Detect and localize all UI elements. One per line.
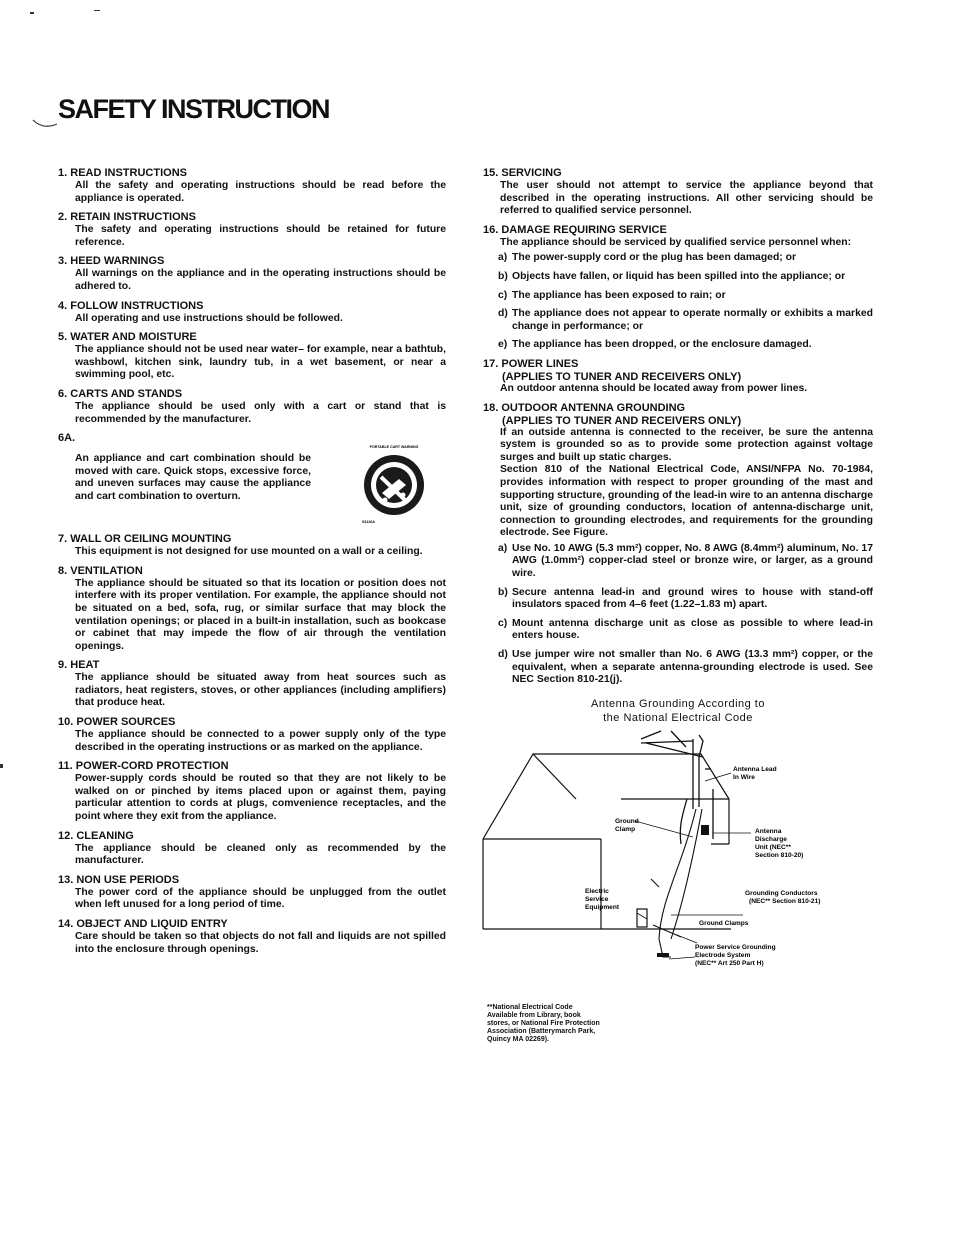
ground-wires: [651, 809, 702, 957]
section-title: READ INSTRUCTIONS: [70, 167, 187, 179]
figure-code: S3126A: [362, 520, 375, 525]
section-body: Section 810 of the National Electrical Code, ANSI/NFPA No. 70-1984, provides information with respect to proper grounding of the mast and supporting structure, grounding of the lead-in wire to an antenna discharge unit, size of grounding conductors, location of antenna-discharge unit, connection to grounding electrodes, and requirements for the grounding electrode. See Figure.: [500, 464, 873, 539]
section-heading: [58, 760, 446, 773]
scan-speck: [0, 764, 3, 768]
instruction-section: [58, 918, 446, 956]
right-column: [483, 167, 873, 989]
section-title: FOLLOW INSTRUCTIONS: [70, 299, 204, 312]
section-title: HEED WARNINGS: [70, 255, 165, 268]
list-item: c) Mount antenna discharge unit as close as possible to where lead-in enters house.: [498, 617, 873, 642]
section-17: [483, 358, 873, 396]
label-discharge-unit: Unit (NEC**: [755, 843, 791, 851]
label-discharge-unit: Section 810-20): [755, 851, 804, 859]
label-power-service: Electrode System: [695, 951, 751, 959]
label-ground-clamp: Clamp: [615, 825, 636, 833]
section-heading: [58, 388, 446, 401]
instruction-section: [58, 874, 446, 912]
instruction-section: [58, 300, 446, 326]
label-electric-service: Electric: [585, 887, 609, 895]
section-number: 9.: [58, 659, 68, 672]
section-number: 3.: [58, 255, 68, 268]
section-number: 11.: [58, 760, 73, 773]
list-item: d) Use jumper wire not smaller than No. 6 AWG (13.3 mm²) copper, or the equivalent, when a separate antenna-grounding electrode is used. See NEC Section 810-21(j).: [498, 649, 873, 686]
section-body: The appliance should be situated away from heat sources such as radiators, heat registers, stoves, or other appliances (including amplifiers) that produce heat.: [75, 672, 446, 709]
section-body: The appliance should be situated so that its location or position does not interfere with its proper ventilation. For example, the appliance should not be situated on a bed, sofa, rug, or similar surface that may block the ventilation openings; or placed in a built-in installation, such as bookcase or cabinet that may impede the flow of air through the ventilation openings.: [75, 577, 446, 652]
instruction-section: [58, 255, 446, 293]
label-grounding-conductors: Grounding Conductors: [745, 889, 818, 897]
section-title: CLEANING: [76, 829, 134, 842]
section-number: 1.: [58, 167, 68, 179]
section-number: 8.: [58, 564, 68, 577]
section-heading: [483, 402, 873, 415]
section-16: [483, 224, 873, 352]
label-electric-service: Service: [585, 895, 609, 903]
label-discharge-unit: Discharge: [755, 835, 787, 843]
section-title: WALL OR CEILING MOUNTING: [70, 533, 232, 546]
scan-speck: [94, 10, 100, 11]
section-title: HEAT: [70, 659, 100, 672]
instruction-section: [58, 211, 446, 249]
list-item: a) The power-supply cord or the plug has been damaged; or: [498, 252, 797, 264]
section-body: The safety and operating instructions should be retained for future reference.: [75, 224, 446, 248]
section-heading: [483, 224, 873, 237]
scan-speck: [30, 12, 34, 14]
section-title: DAMAGE REQUIRING SERVICE: [501, 223, 667, 236]
section-heading: [58, 918, 446, 931]
label-discharge-unit: Antenna: [755, 827, 782, 835]
label-electric-service: Equipment: [585, 903, 620, 911]
list-item: b) Secure antenna lead-in and ground wires to house with stand-off insulators spaced from 4–6 feet (1.22–1.83 m) apart.: [498, 586, 873, 611]
section-body: The appliance should not be used near water– for example, near a bathtub, washbowl, kitchen sink, laundry tub, in a wet basement, or near a swimming pool, etc.: [75, 344, 446, 381]
instruction-section: [58, 659, 446, 710]
label-power-service: (NEC** Art 250 Part H): [695, 959, 764, 967]
section-heading: [58, 830, 446, 843]
section-heading: [58, 300, 446, 313]
section-body: An appliance and cart combination should be moved with care. Quick stops, excessive force, and uneven surfaces may cause the appliance and cart combination to overturn.: [75, 453, 311, 502]
diagram-caption: Antenna Grounding According to the National Electrical Code: [590, 697, 765, 724]
section-heading: 6A.: [58, 432, 76, 445]
section-6a-content: [58, 445, 446, 527]
section-heading: [58, 331, 446, 344]
section-title: CARTS AND STANDS: [70, 387, 183, 400]
section-heading: [58, 533, 446, 546]
section-title: RETAIN INSTRUCTIONS: [70, 211, 196, 224]
section-title: POWER SOURCES: [76, 716, 176, 729]
section-number: 16.: [483, 223, 499, 236]
section-number: 15.: [483, 167, 499, 179]
section-number: 6.: [58, 387, 68, 400]
portable-cart-warning-figure: [354, 441, 434, 525]
instruction-section: [58, 533, 446, 559]
discharge-unit: [701, 825, 709, 835]
section-number: 4.: [58, 299, 68, 312]
label-antenna-lead: In Wire: [733, 773, 755, 781]
section-body: All the safety and operating instructions should be read before the appliance is operated.: [75, 180, 446, 204]
section-number: 17.: [483, 357, 499, 370]
section-heading: [58, 167, 446, 180]
section-body: The appliance should be used only with a cart or stand that is recommended by the manufacturer.: [75, 400, 446, 425]
section-number: 18.: [483, 401, 499, 414]
page-title: SAFETY INSTRUCTION: [58, 94, 330, 124]
instruction-section: [58, 830, 446, 868]
section-heading: [483, 358, 873, 371]
label-power-service: Power Service Grounding: [695, 943, 776, 951]
damage-list: [498, 252, 873, 352]
section-title: POWER LINES: [501, 357, 579, 370]
nec-footnote: **National Electrical Code Available from Library, book stores, or National Fire Protection Association (Batterymarch Park, Quincy MA 02269).: [487, 1004, 600, 1043]
section-body: The user should not attempt to service the appliance beyond that described in the operating instructions. All other servicing should be referred to qualified service personnel.: [500, 180, 873, 217]
section-title: VENTILATION: [70, 564, 143, 577]
section-body: The appliance should be serviced by qualified service personnel when:: [500, 236, 852, 248]
antenna-grounding-diagram: [481, 729, 873, 989]
list-item: c) The appliance has been exposed to rain; or: [498, 289, 726, 301]
section-body: An outdoor antenna should be located away from power lines.: [500, 382, 808, 394]
section-body: All warnings on the appliance and in the operating instructions should be adhered to.: [75, 268, 446, 292]
figure-label: PORTABLE CART WARNING: [369, 445, 419, 450]
section-heading: [58, 716, 446, 729]
instruction-section: [58, 716, 446, 754]
label-antenna-lead: Antenna Lead: [733, 765, 777, 773]
instruction-section: [58, 331, 446, 382]
section-body: The appliance should be connected to a power supply only of the type described in the operating instructions or as marked on the appliance.: [75, 729, 446, 753]
cart-warning-icon: [354, 441, 434, 525]
label-grounding-conductors: (NEC** Section 810-21): [749, 897, 821, 905]
section-heading: [58, 255, 446, 268]
section-title: NON USE PERIODS: [76, 873, 180, 886]
section-title: SERVICING: [501, 167, 562, 179]
label-ground-clamp: Ground: [615, 817, 639, 825]
section-heading: [58, 659, 446, 672]
section-body: If an outside antenna is connected to the receiver, be sure the antenna system is grounded so as to provide some protection against voltage surges and built up static charges.: [500, 426, 873, 463]
section-number: 14.: [58, 918, 74, 930]
section-body: Care should be taken so that objects do not fall and liquids are not spilled into the enclosure through openings.: [75, 931, 446, 955]
section-heading: [58, 874, 446, 887]
section-6a: [58, 432, 446, 527]
section-body: The power cord of the appliance should be unplugged from the outlet when left unused for a long period of time.: [75, 886, 446, 911]
section-body: All operating and use instructions should be followed.: [75, 312, 343, 324]
ground-rod: [657, 953, 669, 957]
list-item: d) The appliance does not appear to operate normally or exhibits a marked change in performance; or: [498, 308, 873, 332]
list-item: b) Objects have fallen, or liquid has been spilled into the appliance; or: [498, 270, 846, 282]
list-item: e) The appliance has been dropped, or the enclosure damaged.: [498, 339, 812, 351]
section-number: 7.: [58, 533, 68, 546]
title-swoosh: [31, 118, 61, 132]
left-column: [58, 167, 446, 962]
list-item: a) Use No. 10 AWG (5.3 mm²) copper, No. 8 AWG (8.4mm²) aluminum, No. 17 AWG (1.0mm²) copper-clad steel or bronze wire, or larger, as a ground wire.: [498, 542, 873, 580]
section-body: This equipment is not designed for use mounted on a wall or a ceiling.: [75, 546, 423, 558]
section-subheading: (APPLIES TO TUNER AND RECEIVERS ONLY): [502, 414, 742, 427]
section-number: 2.: [58, 211, 68, 224]
section-number: 12.: [58, 829, 74, 842]
section-title: OBJECT AND LIQUID ENTRY: [76, 918, 228, 930]
section-heading: [483, 167, 873, 180]
section-15: [483, 167, 873, 218]
section-body: The appliance should be cleaned only as recommended by the manufacturer.: [75, 842, 446, 867]
section-number: 13.: [58, 873, 74, 886]
instruction-section: [58, 760, 446, 823]
instruction-section: [58, 167, 446, 205]
section-number: 10.: [58, 716, 74, 729]
label-ground-clamps: Ground Clamps: [699, 919, 749, 927]
section-number: 5.: [58, 331, 68, 344]
section-heading: [58, 565, 446, 578]
section-title: OUTDOOR ANTENNA GROUNDING: [501, 401, 686, 414]
instruction-section: [58, 388, 446, 426]
section-title: WATER AND MOISTURE: [70, 331, 197, 344]
grounding-list: [498, 543, 873, 687]
section-18: [483, 402, 873, 687]
instruction-section: [58, 565, 446, 654]
section-heading: [58, 211, 446, 224]
section-title: POWER-CORD PROTECTION: [75, 760, 229, 773]
section-body: Power-supply cords should be routed so that they are not likely to be walked on or pinched by items placed upon or against them, paying particular attention to cords at plugs, comvenience receptacles, and the point where they exit from the appliance.: [75, 773, 446, 823]
section-subheading: (APPLIES TO TUNER AND RECEIVERS ONLY): [502, 370, 742, 383]
